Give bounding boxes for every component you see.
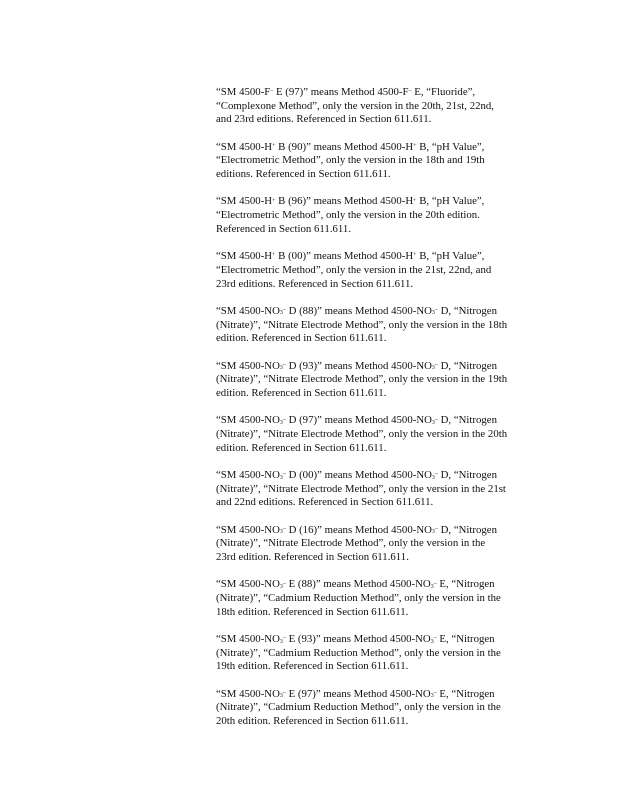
superscript-charge: – <box>282 416 286 423</box>
superscript-charge: – <box>282 361 286 368</box>
definition-line <box>216 250 552 264</box>
definition-line <box>216 524 552 538</box>
text-run: and 23rd editions. Referenced in Section 611.611. <box>216 113 432 126</box>
text-run: B (00)” means Method 4500-H <box>275 250 414 263</box>
text-run: edition. Referenced in Section 611.611. <box>216 386 387 399</box>
text-run: (Nitrate)”, “Cadmium Reduction Method”, only the version in the <box>216 592 501 605</box>
definition-line <box>216 387 552 401</box>
text-run: D (97)” means Method 4500-NO <box>285 414 432 427</box>
text-run: “SM 4500-NO <box>216 414 280 427</box>
text-run: B, “pH Value”, <box>416 195 485 208</box>
superscript-charge: – <box>434 416 438 423</box>
subscript-number: 3 <box>431 529 435 536</box>
definition-entry <box>216 633 552 674</box>
text-run: (Nitrate)”, “Nitrate Electrode Method”, only the version in the 21st <box>216 482 506 495</box>
definition-line <box>216 113 552 127</box>
text-run: D (00)” means Method 4500-NO <box>285 468 432 481</box>
subscript-number: 3 <box>279 693 283 700</box>
superscript-charge: – <box>433 635 437 642</box>
text-run: and 22nd editions. Referenced in Section 611.611. <box>216 496 434 509</box>
definition-line <box>216 578 552 592</box>
definition-line <box>216 332 552 346</box>
definition-entry <box>216 195 552 236</box>
text-run: (Nitrate)”, “Cadmium Reduction Method”, only the version in the <box>216 646 501 659</box>
text-run: “SM 4500-NO <box>216 304 280 317</box>
definition-entry <box>216 688 552 729</box>
text-run: edition. Referenced in Section 611.611. <box>216 441 387 454</box>
superscript-charge: – <box>434 525 438 532</box>
subscript-number: 3 <box>279 419 283 426</box>
definition-line <box>216 647 552 661</box>
definition-line <box>216 483 552 497</box>
definition-entry <box>216 578 552 619</box>
superscript-charge: – <box>282 690 286 697</box>
superscript-charge: – <box>434 307 438 314</box>
text-run: D, “Nitrogen <box>437 414 497 427</box>
text-run: E, “Fluoride”, <box>411 86 476 98</box>
definition-line <box>216 701 552 715</box>
definition-line <box>216 168 552 182</box>
superscript-charge: + <box>413 252 417 259</box>
definition-line <box>216 688 552 702</box>
subscript-number: 3 <box>279 529 283 536</box>
subscript-number: 3 <box>431 365 435 372</box>
superscript-charge: – <box>434 471 438 478</box>
superscript-charge: + <box>272 197 276 204</box>
text-run: E (97)” means Method 4500-NO <box>285 687 431 700</box>
definition-line <box>216 154 552 168</box>
definition-line <box>216 141 552 155</box>
subscript-number: 3 <box>430 693 434 700</box>
definition-line <box>216 264 552 278</box>
text-run: “Complexone Method”, only the version in the 20th, 21st, 22nd, <box>216 99 494 112</box>
definition-line <box>216 86 552 100</box>
subscript-number: 3 <box>431 419 435 426</box>
text-run: E, “Nitrogen <box>436 633 495 646</box>
definition-entry <box>216 86 552 127</box>
text-run: “Electrometric Method”, only the version in the 18th and 19th <box>216 154 485 167</box>
definition-line <box>216 428 552 442</box>
superscript-charge: – <box>270 88 274 95</box>
definition-line <box>216 373 552 387</box>
subscript-number: 3 <box>279 310 283 317</box>
text-run: “SM 4500-H <box>216 140 273 153</box>
superscript-charge: – <box>433 690 437 697</box>
text-run: E (93)” means Method 4500-NO <box>285 633 431 646</box>
text-run: B, “pH Value”, <box>416 250 485 263</box>
text-run: “SM 4500-NO <box>216 687 280 700</box>
definition-line <box>216 715 552 729</box>
text-run: “SM 4500-NO <box>216 578 280 591</box>
subscript-number: 3 <box>431 310 435 317</box>
definition-entry <box>216 141 552 182</box>
text-run: “Electrometric Method”, only the version in the 20th edition. <box>216 209 480 222</box>
text-run: Referenced in Section 611.611. <box>216 222 352 235</box>
text-run: D, “Nitrogen <box>437 304 497 317</box>
text-run: “SM 4500-F <box>216 86 271 98</box>
definition-entry <box>216 305 552 346</box>
superscript-charge: + <box>272 252 276 259</box>
text-run: E, “Nitrogen <box>436 687 495 700</box>
subscript-number: 3 <box>430 638 434 645</box>
text-run: D, “Nitrogen <box>437 468 497 481</box>
subscript-number: 3 <box>279 583 283 590</box>
superscript-charge: + <box>413 197 417 204</box>
text-run: E (97)” means Method 4500-F <box>273 86 409 98</box>
text-run: D, “Nitrogen <box>437 523 497 536</box>
definition-line <box>216 195 552 209</box>
definition-line <box>216 469 552 483</box>
definition-line <box>216 278 552 292</box>
definition-line <box>216 305 552 319</box>
text-run: D, “Nitrogen <box>437 359 497 372</box>
definition-entry <box>216 250 552 291</box>
text-run: “SM 4500-NO <box>216 468 280 481</box>
text-run: edition. Referenced in Section 611.611. <box>216 332 387 345</box>
superscript-charge: – <box>282 471 286 478</box>
definition-line <box>216 496 552 510</box>
definition-line <box>216 606 552 620</box>
definition-line <box>216 660 552 674</box>
definition-line <box>216 414 552 428</box>
subscript-number: 3 <box>279 365 283 372</box>
text-run: D (88)” means Method 4500-NO <box>285 304 432 317</box>
text-run: “SM 4500-H <box>216 195 273 208</box>
definition-entry <box>216 414 552 455</box>
text-run: editions. Referenced in Section 611.611. <box>216 168 391 181</box>
text-run: 20th edition. Referenced in Section 611.611. <box>216 715 409 728</box>
text-run: B (90)” means Method 4500-H <box>275 140 414 153</box>
text-run: E, “Nitrogen <box>436 578 495 591</box>
superscript-charge: – <box>434 361 438 368</box>
text-run: 19th edition. Referenced in Section 611.611. <box>216 660 409 673</box>
text-run: “SM 4500-H <box>216 250 273 263</box>
text-run: (Nitrate)”, “Cadmium Reduction Method”, only the version in the <box>216 701 501 714</box>
definition-line <box>216 360 552 374</box>
definitions-list <box>216 86 552 742</box>
definition-line <box>216 442 552 456</box>
text-run: E (88)” means Method 4500-NO <box>285 578 431 591</box>
superscript-charge: – <box>282 580 286 587</box>
subscript-number: 3 <box>279 638 283 645</box>
text-run: “SM 4500-NO <box>216 359 280 372</box>
text-run: D (93)” means Method 4500-NO <box>285 359 432 372</box>
subscript-number: 3 <box>430 583 434 590</box>
text-run: 23rd editions. Referenced in Section 611.611. <box>216 277 414 290</box>
superscript-charge: + <box>272 143 276 150</box>
text-run: B, “pH Value”, <box>416 140 485 153</box>
subscript-number: 3 <box>431 474 435 481</box>
text-run: “Electrometric Method”, only the version in the 21st, 22nd, and <box>216 263 492 276</box>
definition-line <box>216 209 552 223</box>
definition-line <box>216 592 552 606</box>
definition-line <box>216 319 552 333</box>
text-run: B (96)” means Method 4500-H <box>275 195 414 208</box>
definition-entry <box>216 524 552 565</box>
definition-line <box>216 537 552 551</box>
definition-line <box>216 223 552 237</box>
text-run: (Nitrate)”, “Nitrate Electrode Method”, only the version in the 20th <box>216 427 508 440</box>
definition-line <box>216 633 552 647</box>
superscript-charge: – <box>282 525 286 532</box>
definition-entry <box>216 360 552 401</box>
definition-line <box>216 100 552 114</box>
text-run: (Nitrate)”, “Nitrate Electrode Method”, only the version in the <box>216 537 486 550</box>
superscript-charge: + <box>413 143 417 150</box>
text-run: D (16)” means Method 4500-NO <box>285 523 432 536</box>
superscript-charge: – <box>282 307 286 314</box>
text-run: 23rd edition. Referenced in Section 611.611. <box>216 551 409 564</box>
text-run: (Nitrate)”, “Nitrate Electrode Method”, only the version in the 19th <box>216 373 508 386</box>
superscript-charge: – <box>433 580 437 587</box>
superscript-charge: – <box>408 88 412 95</box>
text-run: 18th edition. Referenced in Section 611.611. <box>216 605 409 618</box>
superscript-charge: – <box>282 635 286 642</box>
text-run: “SM 4500-NO <box>216 523 280 536</box>
text-run: “SM 4500-NO <box>216 633 280 646</box>
subscript-number: 3 <box>279 474 283 481</box>
definition-line <box>216 551 552 565</box>
definition-entry <box>216 469 552 510</box>
text-run: (Nitrate)”, “Nitrate Electrode Method”, only the version in the 18th <box>216 318 508 331</box>
